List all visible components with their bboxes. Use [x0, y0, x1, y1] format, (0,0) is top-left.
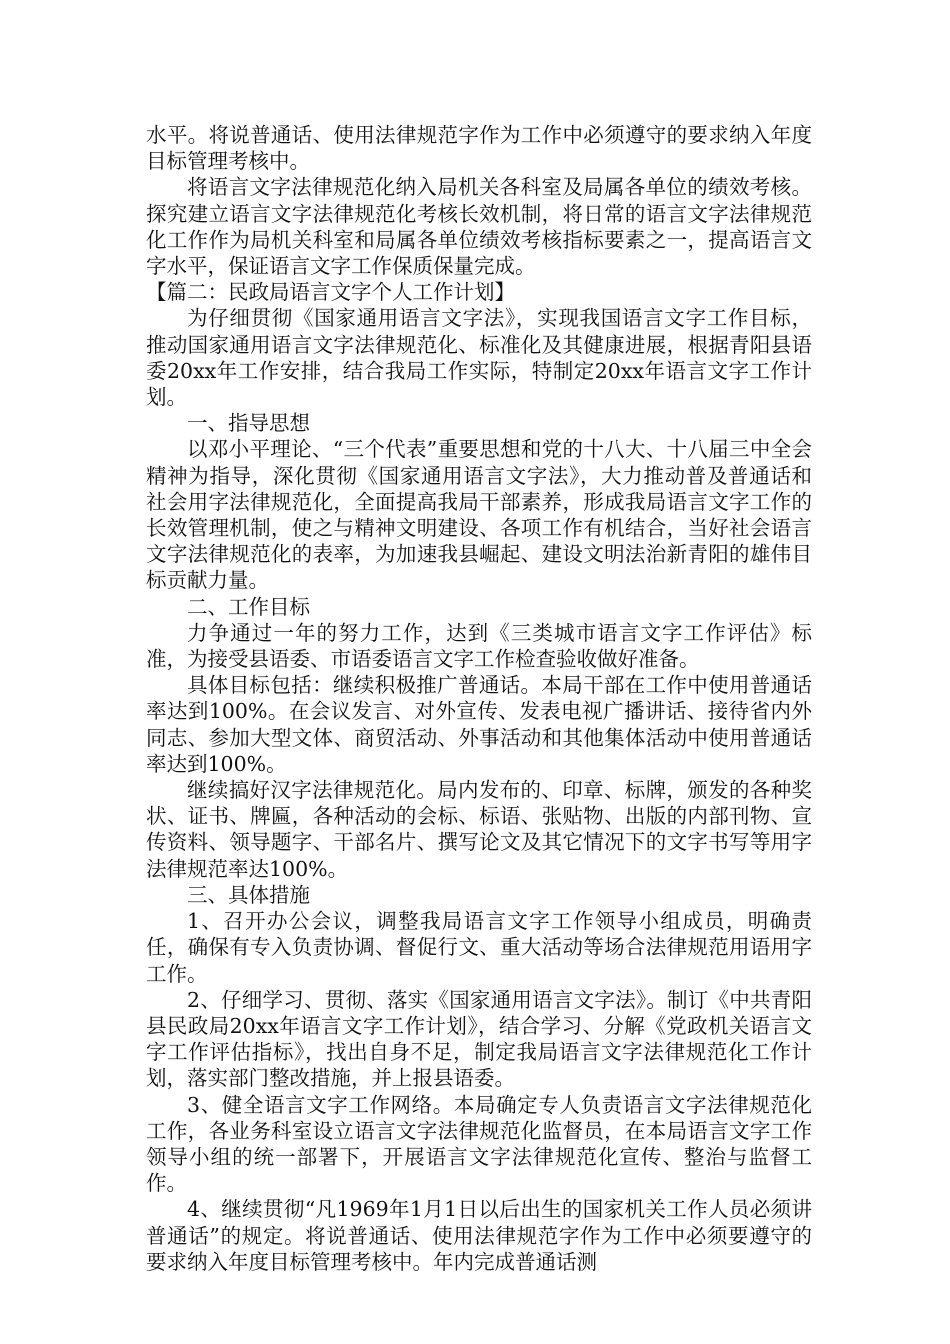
- paragraph-character-standardization: 继续搞好汉字法律规范化。局内发布的、印章、标牌，颁发的各种奖状、证书、牌匾，各种活动的会标、标语、张贴物、出版的内部刊物、宣传资料、领导题字、干部名片、撰写论文及其它情况下的文字书写等用字法律规范率达100%。: [146, 778, 812, 881]
- paragraph-work-goals: 力争通过一年的努力工作，达到《三类城市语言文字工作评估》标准，为接受县语委、市语委语言文字工作检查验收做好准备。: [146, 620, 812, 672]
- document-body: [146, 122, 812, 1275]
- section-title: 【篇二：民政局语言文字个人工作计划】: [146, 280, 515, 305]
- measure-item-2: 2、仔细学习、贯彻、落实《国家通用语言文字法》。制订《中共青阳县民政局20xx年语言文字工作计划》，结合学习、分解《党政机关语言文字工作评估指标》，找出自身不足，制定我局语言文字法律规范化工作计划，落实部门整改措施，并上报县语委。: [146, 987, 812, 1091]
- paragraph-guiding-ideology: 以邓小平理论、“三个代表”重要思想和党的十八大、十八届三中全会精神为指导，深化贯彻《国家通用语言文字法》，大力推动普及普通话和社会用字法律规范化，全面提高我局干部素养，形成我局语言文字工作的长效管理机制，使之与精神文明建设、各项工作有机结合，当好社会语言文字法律规范化的表率，为加速我县崛起、建设文明法治新青阳的雄伟目标贡献力量。: [146, 437, 812, 593]
- paragraph-specific-goals: 具体目标包括：继续积极推广普通话。本局干部在工作中使用普通话率达到100%。在会议发言、对外宣传、发表电视广播讲话、接待省内外同志、参加大型文体、商贸活动、外事活动和其他集体活动中使用普通话率达到100%。: [146, 673, 812, 776]
- paragraph-introduction: 为仔细贯彻《国家通用语言文字法》，实现我国语言文字工作目标，推动国家通用语言文字法律规范化、标准化及其健康进展，根据青阳县语委20xx年工作安排，结合我局工作实际，特制定20xx年语言文字工作计划。: [146, 306, 812, 410]
- heading-guiding-ideology: 一、指导思想: [187, 411, 310, 436]
- paragraph-continued: 水平。将说普通话、使用法律规范字作为工作中必须遵守的要求纳入年度目标管理考核中。: [146, 123, 812, 174]
- paragraph-performance-assessment: 将语言文字法律规范化纳入局机关各科室及局属各单位的绩效考核。探究建立语言文字法律规范化考核长效机制，将日常的语言文字法律规范化工作作为局机关科室和局属各单位绩效考核指标要素之一，提高语言文字水平，保证语言文字工作保质保量完成。: [146, 175, 812, 279]
- heading-specific-measures: 三、具体措施: [187, 882, 310, 907]
- measure-item-1: 1、召开办公会议，调整我局语言文字工作领导小组成员，明确责任，确保有专入负责协调、督促行文、重大活动等场合法律规范用语用字工作。: [146, 909, 812, 986]
- measure-item-3: 3、健全语言文字工作网络。本局确定专人负责语言文字法律规范化工作，各业务科室设立语言文字法律规范化监督员，在本局语言文字工作领导小组的统一部署下，开展语言文字法律规范化宣传、整治与监督工作。: [146, 1092, 812, 1196]
- heading-work-goals: 二、工作目标: [187, 594, 310, 619]
- measure-item-4: 4、继续贯彻“凡1969年1月1日以后出生的国家机关工作人员必须讲普通话”的规定。将说普通话、使用法律规范字作为工作中必须要遵守的要求纳入年度目标管理考核中。年内完成普通话测: [146, 1197, 812, 1274]
